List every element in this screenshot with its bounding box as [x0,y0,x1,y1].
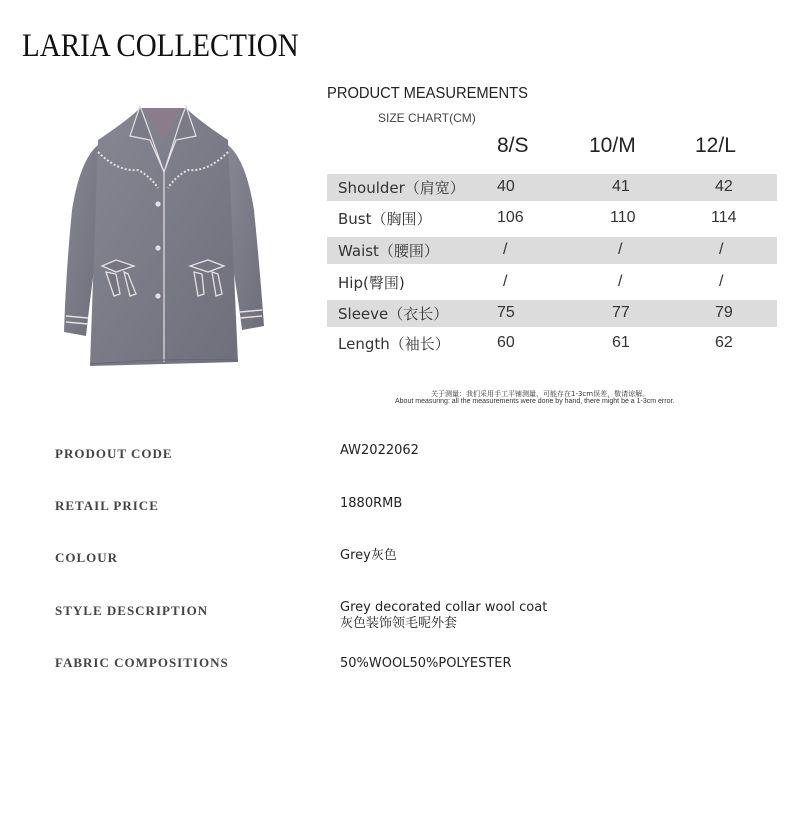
product-code-label: PRODOUT CODE [55,446,173,461]
coat-product-image [58,100,268,368]
row-label: Length（袖长） [338,335,450,353]
measure-row-hip [327,269,777,296]
row-label: Waist（腰围） [338,242,439,260]
cell-value: 41 [612,178,630,195]
cell-value: 40 [497,178,515,195]
cell-value: 60 [497,334,515,351]
style-description-en: Grey decorated collar wool coat [340,600,548,615]
row-label: Bust（胸围） [338,210,432,228]
measure-row-waist [327,237,777,264]
cell-value: 61 [612,334,630,351]
colour-label: COLOUR [55,550,119,565]
fabric-compositions-value: 50%WOOL50%POLYESTER [340,656,512,671]
fabric-compositions-label: FABRIC COMPOSITIONS [55,655,229,670]
cell-value: 77 [612,304,630,321]
cell-value: 106 [497,209,524,226]
retail-price-value: 1880RMB [340,496,403,511]
measure-row-length [327,330,777,357]
measuring-note-en: About measuring: all the measurements were done by hand, there might be a 1-3cm error. [395,398,675,405]
cell-value: / [618,241,623,258]
row-label: Hip(臀围) [338,274,405,292]
cell-value: 62 [715,334,733,351]
cell-value: 42 [715,178,733,195]
retail-price-label: RETAIL PRICE [55,498,159,513]
measurements-title: PRODUCT MEASUREMENTS [327,85,528,102]
measure-row-bust [327,205,777,232]
measure-row-shoulder [327,174,777,201]
style-description-cn: 灰色装饰领毛呢外套 [340,616,458,631]
size-header-m: 10/M [589,134,636,157]
cell-value: / [719,241,724,258]
cell-value: / [618,273,623,290]
size-header-s: 8/S [497,134,529,157]
cell-value: / [503,273,508,290]
measuring-note-cn: 关于测量：我们采用手工平铺测量，可能存在1-3cm误差，敬请谅解。 [431,390,650,398]
product-code-value: AW2022062 [340,443,419,458]
cell-value: 75 [497,304,515,321]
size-chart-subtitle: SIZE CHART(CM) [378,111,476,125]
brand-logo: LARIA COLLECTION [22,28,299,64]
measure-row-sleeve [327,300,777,327]
row-label: Sleeve（衣长） [338,305,449,323]
cell-value: / [503,241,508,258]
colour-value: Grey灰色 [340,548,397,563]
cell-value: / [719,273,724,290]
size-header-l: 12/L [695,134,736,157]
style-description-label: STYLE DESCRIPTION [55,603,209,618]
cell-value: 79 [715,304,733,321]
cell-value: 114 [711,209,737,226]
row-label: Shoulder（肩宽） [338,179,465,197]
cell-value: 110 [610,209,636,226]
